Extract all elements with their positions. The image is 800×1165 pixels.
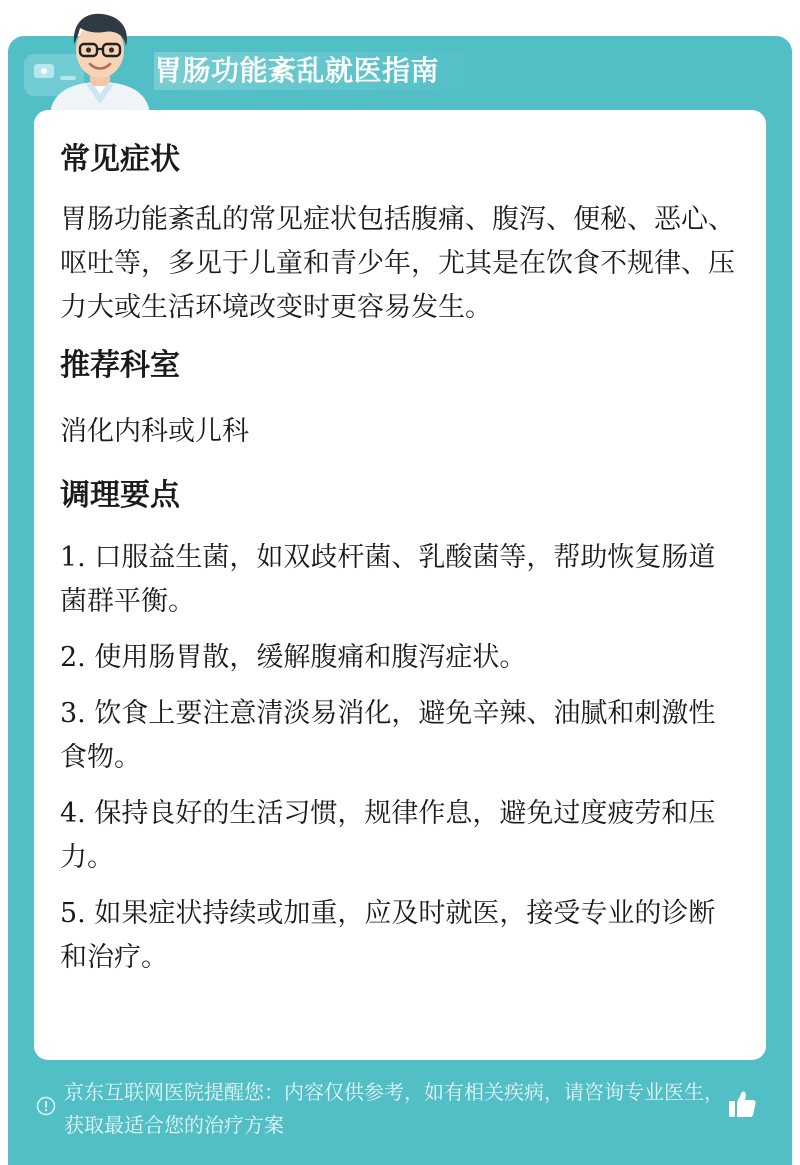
list-item bbox=[60, 792, 740, 880]
care-heading: 调理要点 bbox=[60, 478, 180, 513]
content-card bbox=[34, 110, 766, 1060]
list-item bbox=[60, 536, 740, 624]
disclaimer-footer bbox=[36, 1076, 776, 1146]
list-item bbox=[60, 892, 740, 980]
item-text: 饮食上要注意清淡易消化，避免辛辣、油腻和刺激性食物。 bbox=[60, 698, 716, 773]
disclaimer-text: 京东互联网医院提醒您：内容仅供参考，如有相关疾病，请咨询专业医生，获取最适合您的治疗方案 bbox=[64, 1080, 724, 1137]
list-item bbox=[60, 692, 740, 780]
page-title: 胃肠功能紊乱就医指南 bbox=[154, 52, 479, 90]
item-text: 如果症状持续或加重，应及时就医，接受专业的诊断和治疗。 bbox=[60, 898, 716, 973]
item-text: 口服益生菌，如双歧杆菌、乳酸菌等，帮助恢复肠道菌群平衡。 bbox=[60, 542, 716, 617]
item-text: 保持良好的生活习惯，规律作息，避免过度疲劳和压力。 bbox=[60, 798, 716, 873]
thumbs-up-icon[interactable] bbox=[726, 1088, 758, 1120]
item-number: 4. bbox=[60, 798, 86, 829]
list-item bbox=[60, 636, 740, 680]
department-text: 消化内科或儿科 bbox=[60, 416, 249, 447]
symptoms-heading: 常见症状 bbox=[60, 142, 180, 177]
care-list bbox=[60, 536, 740, 980]
item-text: 使用肠胃散，缓解腹痛和腹泻症状。 bbox=[94, 642, 527, 673]
item-number: 5. bbox=[60, 898, 86, 929]
department-heading: 推荐科室 bbox=[60, 348, 180, 383]
item-number: 2. bbox=[60, 642, 86, 673]
item-number: 3. bbox=[60, 698, 86, 729]
doctor-avatar bbox=[44, 8, 156, 114]
item-number: 1. bbox=[60, 542, 86, 573]
symptoms-text: 胃肠功能紊乱的常见症状包括腹痛、腹泻、便秘、恶心、呕吐等，多见于儿童和青少年，尤其是在饮食不规律、压力大或生活环境改变时更容易发生。 bbox=[60, 204, 735, 323]
info-icon bbox=[36, 1096, 56, 1116]
